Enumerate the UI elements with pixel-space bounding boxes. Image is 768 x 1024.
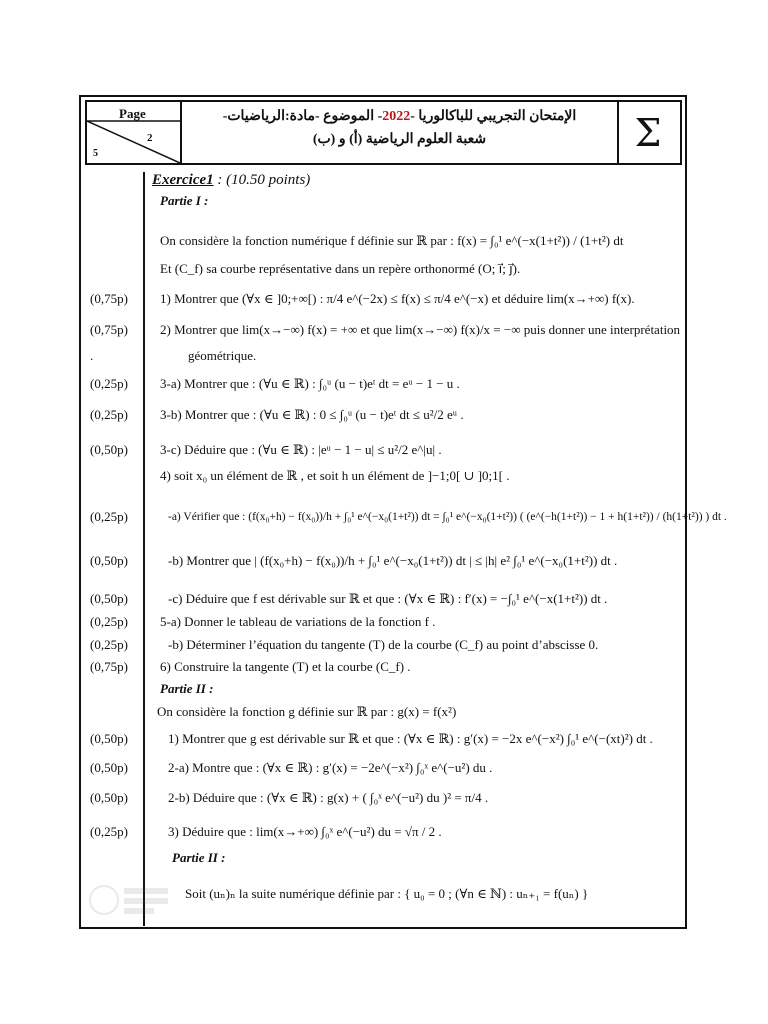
points-p2q2b: (0,50p) (90, 790, 128, 805)
page-indicator (87, 102, 182, 163)
points-p2q2a: (0,50p) (90, 760, 128, 775)
question-5b: -b) Déterminer l’équation du tangente (T) de la courbe (C_f) au point d’abscisse 0. (168, 637, 599, 652)
intro-line-1: On considère la fonction numérique f définie sur ℝ par : f(x) = ∫₀¹ e^(−x(1+t²)) / (1+t²) dt (160, 233, 624, 248)
points-q6: (0,75p) (90, 659, 128, 674)
part-1-title: Partie I : (160, 193, 209, 208)
points-q4c: (0,50p) (90, 591, 128, 606)
sigma-logo: Σ (634, 110, 662, 155)
question-2-cont: géométrique. (188, 348, 257, 363)
part3-intro: Soit (uₙ)ₙ la suite numérique définie par : { u₀ = 0 ; (∀n ∈ ℕ) : uₙ₊₁ = f(uₙ) } (185, 886, 589, 901)
points-q2-cont: . (90, 348, 94, 363)
question-5a: 5-a) Donner le tableau de variations de la fonction f . (160, 614, 436, 629)
points-q2: (0,75p) (90, 322, 128, 337)
title-prefix: الإمتحان التجريبي للباكالوريا - (410, 109, 577, 124)
title-suffix: - الموضوع -مادة:الرياضيات- (222, 109, 383, 124)
question-3a: 3-a) Montrer que : (∀u ∈ ℝ) : ∫₀ᵘ (u − t)eᵗ dt = eᵘ − 1 − u . (160, 376, 460, 391)
question-3c: 3-c) Déduire que : (∀u ∈ ℝ) : |eᵘ − 1 − u| ≤ u²/2 e^|u| . (160, 442, 442, 457)
title-year: 2022 (382, 109, 411, 124)
intro-line-2: Et (C_f) sa courbe représentative dans un repère orthonormé (O; i⃗; j⃗). (160, 261, 521, 276)
points-margin-divider (143, 172, 145, 926)
exercise-name: Exercice1 (152, 172, 214, 188)
exam-title-line1 (182, 108, 617, 125)
page-number: 2 (147, 132, 153, 144)
question-4c: -c) Déduire que f est dérivable sur ℝ et que : (∀x ∈ ℝ) : f′(x) = −∫₀¹ e^(−x(1+t²)) dt . (168, 591, 608, 606)
points-q5b: (0,25p) (90, 637, 128, 652)
question-4: 4) soit x₀ un élément de ℝ , et soit h un élément de ]−1;0[ ∪ ]0;1[ . (160, 468, 510, 483)
question-4a: -a) Vérifier que : (f(x₀+h) − f(x₀))/h + ∫₀¹ e^(−x₀(1+t²)) dt = ∫₀¹ e^(−x₀(1+t²)) ( (e^(−h(1+t²)) − 1 + h(1+t²)) / (h(1+t²)) ) dt . (168, 511, 727, 523)
exam-header (85, 100, 682, 165)
part-3-title: Partie II : (172, 850, 226, 865)
part2-question-2a: 2-a) Montre que : (∀x ∈ ℝ) : g′(x) = −2e^(−x²) ∫₀ˣ e^(−u²) du . (168, 760, 493, 775)
points-q1: (0,75p) (90, 291, 128, 306)
points-q5a: (0,25p) (90, 614, 128, 629)
points-q3c: (0,50p) (90, 442, 128, 457)
question-4b: -b) Montrer que | (f(x₀+h) − f(x₀))/h + ∫₀¹ e^(−x₀(1+t²)) dt | ≤ |h| e² ∫₀¹ e^(−x₀(1+t²)) dt . (168, 553, 618, 568)
part2-question-1: 1) Montrer que g est dérivable sur ℝ et que : (∀x ∈ ℝ) : g′(x) = −2x e^(−x²) ∫₀¹ e^(−(xt)²) dt . (168, 731, 653, 746)
part2-question-3: 3) Déduire que : lim(x→+∞) ∫₀ˣ e^(−u²) du = √π / 2 . (168, 824, 442, 839)
points-q4b: (0,50p) (90, 553, 128, 568)
part2-question-2b: 2-b) Déduire que : (∀x ∈ ℝ) : g(x) + ( ∫₀ˣ e^(−u²) du )² = π/4 . (168, 790, 489, 805)
question-2: 2) Montrer que lim(x→−∞) f(x) = +∞ et que lim(x→−∞) f(x)/x = −∞ puis donner une interprétation (160, 322, 681, 337)
exam-title-line2 (182, 131, 617, 148)
exercise-points: : (10.50 points) (213, 172, 311, 188)
page-label: Page (119, 106, 146, 121)
points-p2q3: (0,25p) (90, 824, 128, 839)
part2-intro: On considère la fonction g définie sur ℝ par : g(x) = f(x²) (157, 704, 457, 719)
title-branch: شعبة العلوم الرياضية (أ) و (ب) (312, 132, 487, 147)
points-q4a: (0,25p) (90, 509, 128, 524)
exam-title (182, 102, 619, 163)
question-6: 6) Construire la tangente (T) et la courbe (C_f) . (160, 659, 411, 674)
part-2-title: Partie II : (160, 681, 214, 696)
points-p2q1: (0,50p) (90, 731, 128, 746)
watermark-logo-icon (86, 880, 176, 920)
question-1: 1) Montrer que (∀x ∈ ]0;+∞[) : π/4 e^(−2x) ≤ f(x) ≤ π/4 e^(−x) et déduire lim(x→+∞) f(x). (160, 291, 635, 306)
points-q3a: (0,25p) (90, 376, 128, 391)
question-3b: 3-b) Montrer que : (∀u ∈ ℝ) : 0 ≤ ∫₀ᵘ (u − t)eᵗ dt ≤ u²/2 eᵘ . (160, 407, 464, 422)
exercise-title (152, 172, 310, 189)
points-q3b: (0,25p) (90, 407, 128, 422)
page-total: 5 (93, 148, 98, 159)
